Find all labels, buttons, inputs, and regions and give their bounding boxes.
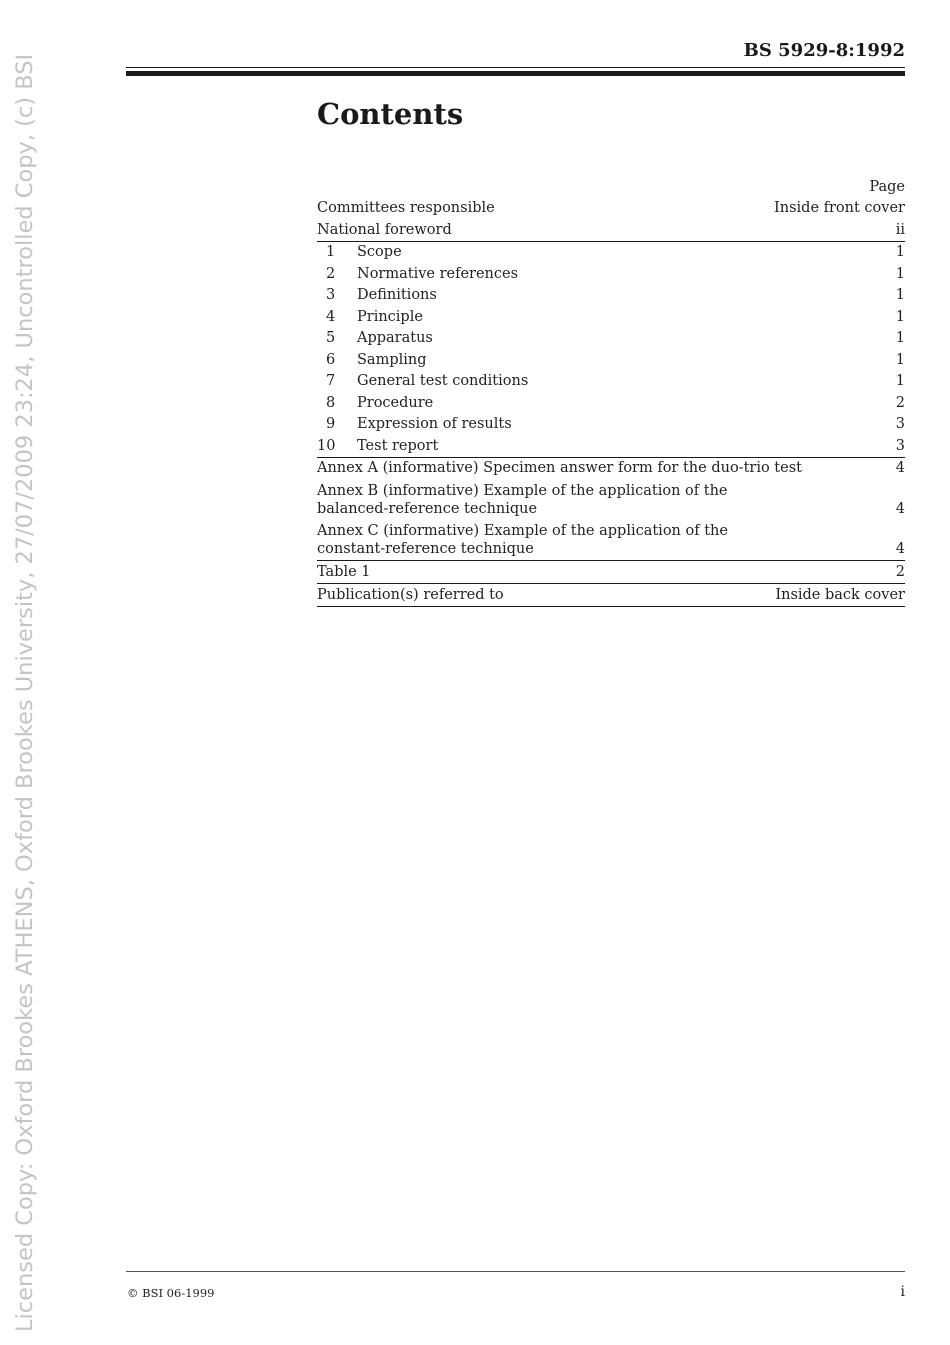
- toc-annex-a[interactable]: [317, 458, 905, 480]
- toc-annex-b[interactable]: [317, 480, 905, 520]
- toc-clause-label: Normative references: [357, 265, 519, 282]
- toc-entry-label: Publication(s) referred to: [317, 586, 504, 603]
- toc-clause-page: 1: [895, 351, 905, 368]
- toc-entry-label: National foreword: [317, 221, 452, 238]
- toc-clause-label: Principle: [357, 308, 423, 325]
- toc-clause-9[interactable]: [317, 414, 905, 436]
- toc-annex-page: 4: [895, 500, 905, 517]
- toc-table-1[interactable]: [317, 561, 905, 584]
- toc-clause-number: 6: [326, 351, 336, 368]
- toc-entry-committees[interactable]: [317, 198, 905, 220]
- header-rule-thin: [126, 67, 905, 68]
- toc-clause-number: 5: [326, 330, 336, 346]
- page-title: Contents: [317, 97, 464, 131]
- toc-clause-page: 1: [895, 330, 905, 346]
- footer-rule: [126, 1271, 905, 1272]
- toc-clause-4[interactable]: [317, 307, 905, 329]
- toc-clause-page: 1: [895, 308, 905, 325]
- toc-table-page: 2: [895, 563, 905, 580]
- toc-clause-number: 7: [326, 373, 336, 389]
- toc-clause-label: Test report: [357, 437, 439, 454]
- toc-clause-number: 10: [317, 437, 336, 454]
- toc-clause-page: 1: [895, 244, 905, 260]
- toc-page-heading-row: [317, 176, 905, 198]
- toc-clause-10[interactable]: [317, 436, 905, 459]
- document-number: BS 5929-8:1992: [743, 40, 905, 61]
- toc-clause-3[interactable]: [317, 285, 905, 307]
- toc-clause-number: 1: [326, 244, 336, 260]
- toc-page-heading: Page: [869, 178, 905, 195]
- toc-annex-label-line1: Annex C (informative) Example of the application of the: [317, 522, 728, 539]
- toc-annex-label-line1: Annex B (informative) Example of the application of the: [317, 482, 728, 499]
- toc-annex-c[interactable]: [317, 520, 905, 561]
- license-watermark: Licensed Copy: Oxford Brookes ATHENS, Oxford Brookes University, 27/07/2009 23:24, Uncontrolled Copy, (c) BSI: [12, 53, 38, 1332]
- toc-clause-page: 1: [895, 265, 905, 282]
- toc-annex-label-line2: balanced-reference technique: [317, 500, 538, 517]
- toc-entry-page: Inside front cover: [774, 200, 905, 216]
- toc-clause-label: General test conditions: [357, 373, 529, 389]
- toc-annex-page: 4: [895, 540, 905, 557]
- footer-page-number: i: [900, 1284, 905, 1300]
- toc-clause-7[interactable]: [317, 371, 905, 393]
- toc-clause-page: 1: [895, 287, 905, 303]
- toc-clause-2[interactable]: [317, 264, 905, 286]
- toc-clause-number: 2: [326, 265, 336, 282]
- toc-clause-label: Procedure: [357, 394, 434, 411]
- toc-clause-number: 9: [326, 416, 336, 432]
- toc-publications-referred[interactable]: [317, 584, 905, 607]
- toc-clause-page: 3: [895, 416, 905, 432]
- toc-clause-label: Apparatus: [357, 330, 433, 346]
- toc-entry-label: Committees responsible: [317, 200, 495, 216]
- table-of-contents: [317, 176, 905, 607]
- toc-clause-page: 2: [895, 394, 905, 411]
- toc-clause-label: Scope: [357, 244, 402, 260]
- toc-clause-8[interactable]: [317, 393, 905, 415]
- toc-clause-page: 3: [895, 437, 905, 454]
- toc-clause-5[interactable]: [317, 328, 905, 350]
- toc-clause-1[interactable]: [317, 242, 905, 264]
- toc-clause-label: Definitions: [357, 287, 437, 303]
- toc-clause-number: 8: [326, 394, 336, 411]
- toc-clause-6[interactable]: [317, 350, 905, 372]
- toc-table-label: Table 1: [317, 563, 371, 580]
- toc-annex-label: Annex A (informative) Specimen answer form for the duo-trio test: [317, 460, 802, 476]
- toc-annex-label-line2: constant-reference technique: [317, 540, 534, 557]
- toc-clause-page: 1: [895, 373, 905, 389]
- toc-entry-national-foreword[interactable]: [317, 220, 905, 243]
- toc-entry-page: ii: [895, 221, 905, 238]
- footer-copyright: © BSI 06-1999: [127, 1286, 215, 1300]
- toc-clause-label: Sampling: [357, 351, 427, 368]
- toc-clause-number: 3: [326, 287, 336, 303]
- header-rule-thick: [126, 71, 905, 76]
- toc-clause-number: 4: [326, 308, 336, 325]
- toc-clause-label: Expression of results: [357, 416, 512, 432]
- toc-entry-page: Inside back cover: [775, 586, 905, 603]
- toc-annex-page: 4: [895, 460, 905, 476]
